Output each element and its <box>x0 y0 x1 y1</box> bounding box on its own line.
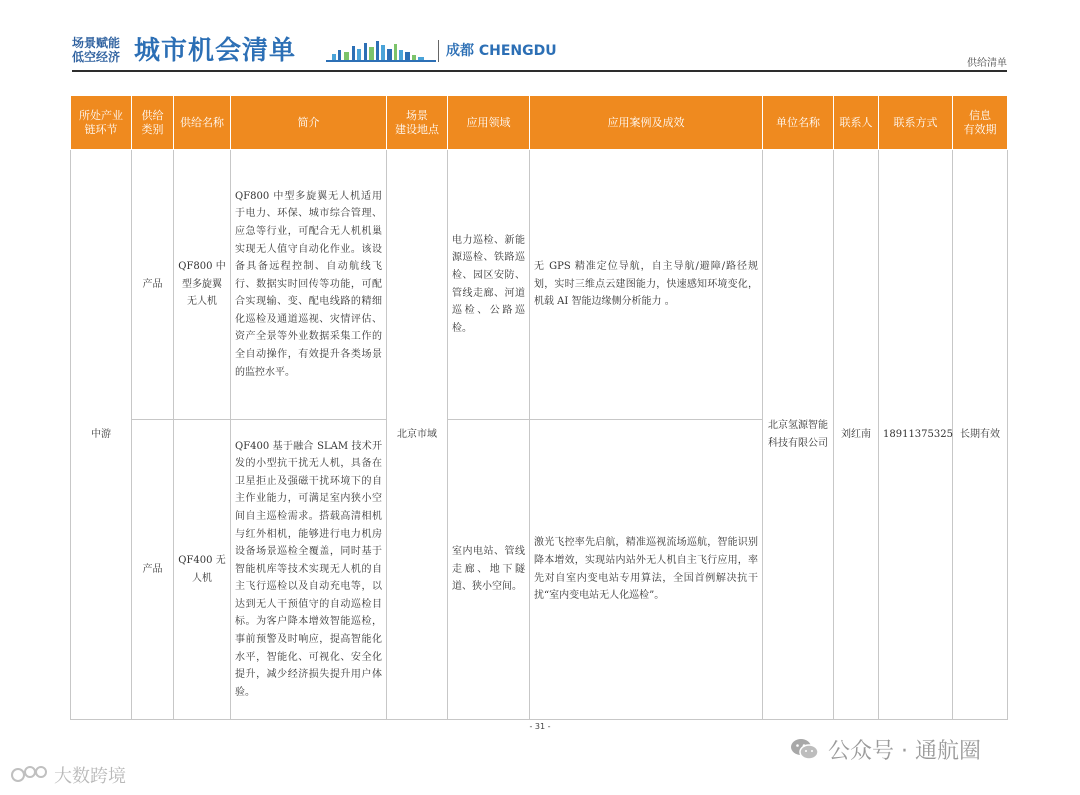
chain-cell: 中游 <box>71 150 132 720</box>
contact-cell: 刘红南 <box>834 150 879 720</box>
header-company: 单位名称 <box>763 96 834 150</box>
intro-cell: QF800 中型多旋翼无人机适用于电力、环保、城市综合管理、应急等行业，可配合无人机机巢实现无人值守自动化作业。该设备具备远程控制、自动航线飞行、数据实时回传等功能，可配合实现输、变、配电线路的精细化巡检及通道巡视、灾情评估、资产全景等外业数据采集工作的全自动操作，有效提升各类场景的监控水平。 <box>231 150 387 420</box>
header-location: 场景 建设地点 <box>387 96 448 150</box>
brand-title: 城市机会清单 <box>134 36 297 66</box>
phone-cell: 18911375325 <box>879 150 953 720</box>
section-label: 供给清单 <box>967 58 1007 69</box>
watermark-wechat <box>790 734 981 765</box>
city-label: 成都 CHENGDU <box>446 43 557 59</box>
page-header <box>72 34 1007 70</box>
header-rule <box>72 70 1007 72</box>
header-name: 供给名称 <box>174 96 231 150</box>
product-name-cell: QF400 无人机 <box>174 420 231 720</box>
product-name-cell: QF800 中型多旋翼无人机 <box>174 150 231 420</box>
city-skyline-icon <box>326 40 436 64</box>
location-cell: 北京市域 <box>387 150 448 720</box>
watermark-text: 公众号 · 通航圈 <box>828 739 981 764</box>
category-cell: 产品 <box>132 150 174 420</box>
wechat-icon <box>790 737 820 763</box>
cases-cell: 激光飞控率先启航，精准巡视流场巡航，智能识别降本增效，实现站内站外无人机自主飞行应用，率先对自室内变电站专用算法，全国首例解决抗干扰“室内变电站无人化巡检”。 <box>530 420 763 720</box>
header-divider <box>438 40 439 62</box>
header-field: 应用领域 <box>448 96 530 150</box>
header-phone: 联系方式 <box>879 96 953 150</box>
page-number: - 31 - <box>529 722 551 731</box>
company-cell: 北京氢源智能科技有限公司 <box>763 150 834 720</box>
header-category: 供给 类别 <box>132 96 174 150</box>
field-cell: 电力巡检、新能源巡检、铁路巡检、园区安防、管线走廊、河道巡检、公路巡检。 <box>448 150 530 420</box>
header-intro: 简介 <box>231 96 387 150</box>
field-cell: 室内电站、管线走廊、地下隧道、狭小空间。 <box>448 420 530 720</box>
intro-cell: QF400 基于融合 SLAM 技术开发的小型抗干扰无人机，具备在卫星拒止及强磁干扰环境下的自主作业能力，可满足室内狭小空间自主巡检需求。搭载高清相机与红外相机，能够进行电力机房设备场景巡检全覆盖，同时基于智能机库等技术实现无人机的自主飞行巡检以及自动充电等，以达到无人干预值守的自动巡检目标。为客户降本增效智能巡检，事前预警及时响应，提高智能化水平，智能化、可视化、安全化提升，减少经济损失提升用户体验。 <box>231 420 387 720</box>
watermark-brand-text: 大数跨境 <box>54 766 126 787</box>
supply-table <box>70 95 1008 720</box>
logo-icon <box>10 763 50 787</box>
watermark-brand <box>10 762 126 788</box>
header-validity: 信息 有效期 <box>953 96 1008 150</box>
table-row <box>71 150 1008 420</box>
brand-line-1: 场景赋能 <box>72 36 121 50</box>
header-chain: 所处产业 链环节 <box>71 96 132 150</box>
validity-cell: 长期有效 <box>953 150 1008 720</box>
table-header-row <box>71 96 1008 150</box>
brand-subtitle <box>72 36 120 64</box>
category-cell: 产品 <box>132 420 174 720</box>
brand-line-2: 低空经济 <box>72 50 121 64</box>
cases-cell: 无 GPS 精准定位导航，自主导航/避障/路径规划，实时三维点云建图能力，快速感知环境变化，机载 AI 智能边缘侧分析能力 。 <box>530 150 763 420</box>
header-contact: 联系人 <box>834 96 879 150</box>
header-cases: 应用案例及成效 <box>530 96 763 150</box>
